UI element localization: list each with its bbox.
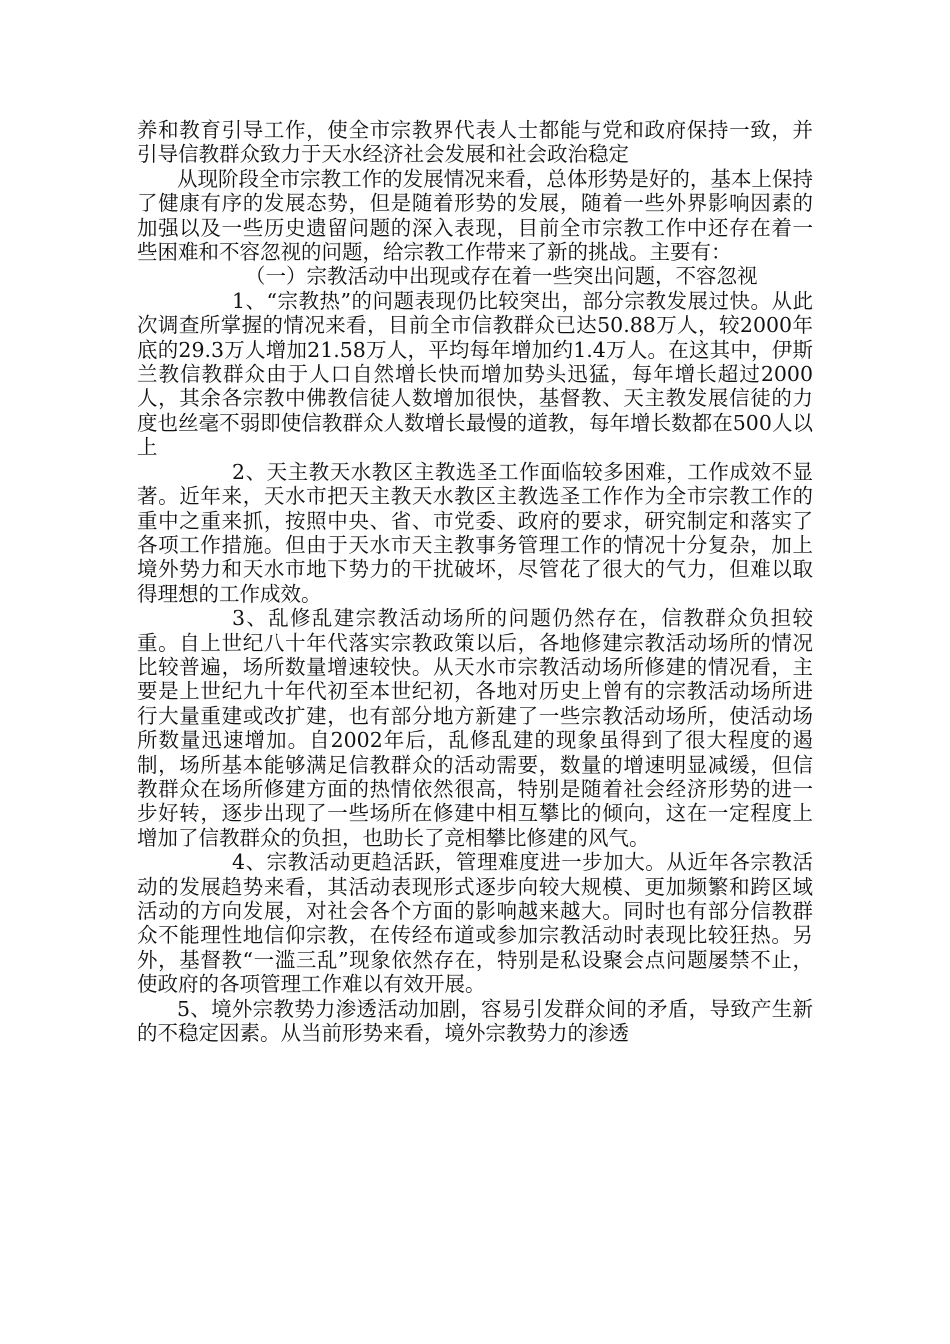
paragraph: 1、“宗教热”的问题表现仍比较突出，部分宗教发展过快。从此次调查所掌握的情况来看，目前全市信教群众已达50.88万人，较2000年底的29.3万人增加21.58万人，平均每年增加约1.4万人。在这其中，伊斯兰教信教群众由于人口自然增长快而增加势头迅猛，每年增长超过2000人，其余各宗教中佛教信徒人数增加很快，基督教、天主教发展信徒的力度也丝毫不弱即使信教群众人数增长最慢的道教，每年增长数都在500人以上: [137, 288, 813, 460]
document-page: [137, 118, 813, 1045]
paragraph: 3、乱修乱建宗教活动场所的问题仍然存在，信教群众负担较重。自上世纪八十年代落实宗教政策以后，各地修建宗教活动场所的情况比较普遍，场所数量增速较快。从天水市宗教活动场所修建的情况看，主要是上世纪九十年代初至本世纪初，各地对历史上曾有的宗教活动场所进行大量重建或改扩建，也有部分地方新建了一些宗教活动场所，使活动场所数量迅速增加。自2002年后，乱修乱建的现象虽得到了很大程度的遏制，场所基本能够满足信教群众的活动需要，数量的增速明显减缓，但信教群众在场所修建方面的热情依然很高，特别是随着社会经济形势的进一步好转，逐步出现了一些场所在修建中相互攀比的倾向，这在一定程度上增加了信教群众的负担，也助长了竞相攀比修建的风气。: [137, 606, 813, 850]
section-heading: （一）宗教活动中出现或存在着一些突出问题，不容忽视: [245, 264, 758, 289]
paragraph: 养和教育引导工作，使全市宗教界代表人士都能与党和政府保持一致，并引导信教群众致力于天水经济社会发展和社会政治稳定: [137, 118, 813, 167]
paragraph: 2、天主教天水教区主教选圣工作面临较多困难，工作成效不显著。近年来，天水市把天主教天水教区主教选圣工作作为全市宗教工作的重中之重来抓，按照中央、省、市党委、政府的要求，研究制定和落实了各项工作措施。但由于天水市天主教事务管理工作的情况十分复杂，加上境外势力和天水市地下势力的干扰破坏，尽管花了很大的气力，但难以取得理想的工作成效。: [137, 459, 813, 606]
paragraph: 4、宗教活动更趋活跃，管理难度进一步加大。从近年各宗教活动的发展趋势来看，其活动表现形式逐步向较大规模、更加频繁和跨区域活动的方向发展，对社会各个方面的影响越来越大。同时也有部分信教群众不能理性地信仰宗教，在传经布道或参加宗教活动时表现比较狂热。另外，基督教“一滥三乱”现象依然存在，特别是私设聚会点问题屡禁不止，使政府的各项管理工作难以有效开展。: [137, 850, 813, 997]
paragraph: 从现阶段全市宗教工作的发展情况来看，总体形势是好的，基本上保持了健康有序的发展态势，但是随着形势的发展，随着一些外界影响因素的加强以及一些历史遗留问题的深入表现，目前全市宗教工作中还存在着一些困难和不容忽视的问题，给宗教工作带来了新的挑战。主要有：: [137, 166, 813, 265]
paragraph: 5、境外宗教势力渗透活动加剧，容易引发群众间的矛盾，导致产生新的不稳定因素。从当前形势来看，境外宗教势力的渗透: [137, 996, 813, 1046]
